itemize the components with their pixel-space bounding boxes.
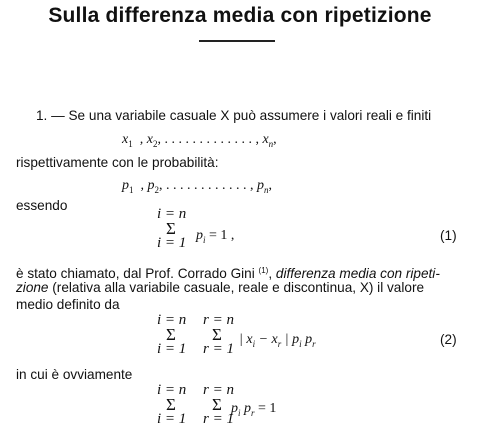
para2-line3: medio definito da — [16, 297, 120, 312]
equation-number-2: (2) — [440, 332, 457, 347]
values-sequence: $x_1$ , $x_2$, . . . . . . . . . . . . . , $x_n$, — [122, 132, 277, 149]
title-rule — [199, 40, 275, 42]
para2-line2: zione (relativa alla variabile casuale, reale e discontinua, X) il valore — [16, 280, 425, 295]
prob-intro: rispettivamente con le probabilità: — [16, 155, 219, 170]
para1-intro: 1. — Se una variabile casuale X può assumere i valori reali e finiti — [36, 108, 432, 123]
in-cui-text: in cui è ovviamente — [16, 367, 133, 382]
footnote-ref: (1) — [258, 266, 269, 275]
para2-line1: è stato chiamato, dal Prof. Corrado Gini $^{(1)}$, differenza media con ripeti- — [16, 266, 440, 281]
page-title: Sulla differenza media con ripetizione — [48, 4, 432, 27]
prob-sequence: $p_1$ , $p_2$, . . . . . . . . . . . . , $p_n$, — [122, 178, 272, 195]
essendo-text: essendo — [16, 198, 68, 213]
equation-number-1: (1) — [440, 228, 457, 243]
